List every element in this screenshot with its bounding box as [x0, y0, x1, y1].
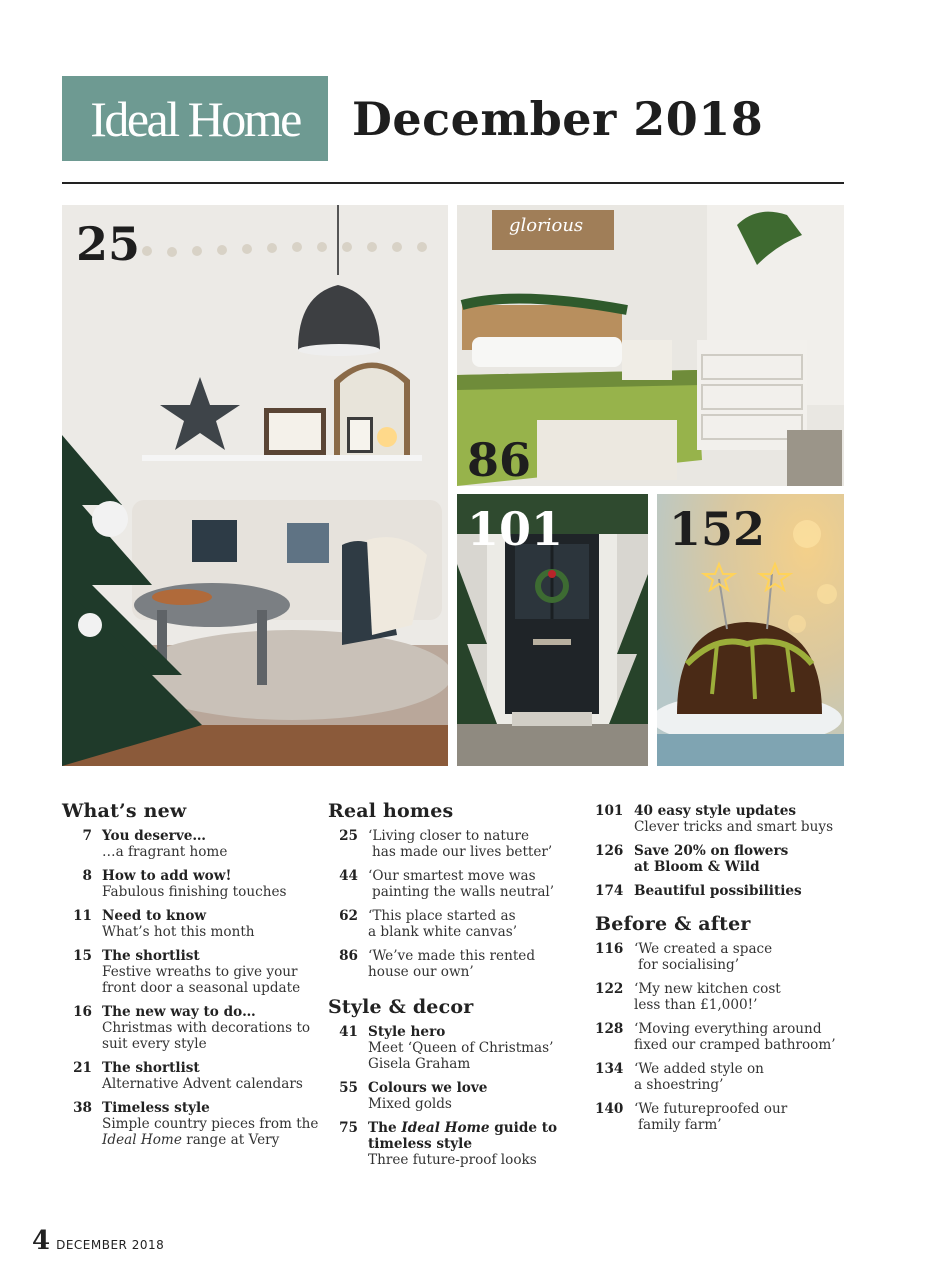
page-number: 128: [595, 1021, 624, 1037]
page-number: 134: [595, 1061, 624, 1077]
contents-entry[interactable]: 41 Style hero Meet ‘Queen of Christmas’ Gisela Graham: [328, 1024, 588, 1072]
contents-entry[interactable]: 101 40 easy style updates Clever tricks and smart buys: [595, 803, 834, 835]
before-after-heading: Before & after: [595, 913, 751, 935]
page-number: 116: [595, 941, 624, 957]
entry-title: Timeless style: [102, 1100, 210, 1116]
contents-entry[interactable]: [62, 828, 322, 860]
folio-date: DECEMBER 2018: [56, 1238, 165, 1252]
entry-description: Alternative Advent calendars: [102, 1076, 303, 1092]
entry-description: Fabulous finishing touches: [102, 884, 287, 900]
entry-title: The shortlist: [102, 1060, 200, 1076]
contents-entry[interactable]: [62, 868, 322, 900]
contents-entry[interactable]: 62 ‘This place started as a blank white canvas’: [328, 908, 588, 940]
contents-entry[interactable]: 140 ‘We futureproofed our family farm’: [595, 1101, 788, 1133]
logo-text: Ideal Home: [90, 90, 300, 147]
front-door-photo[interactable]: [457, 494, 648, 766]
real-homes-heading: Real homes: [328, 800, 454, 822]
contents-entry[interactable]: 75 The Ideal Home guide to timeless style Three future-proof looks: [328, 1120, 588, 1168]
page-number: 174: [595, 883, 624, 899]
page-number-86: 86: [467, 433, 532, 486]
page-number: 140: [595, 1101, 624, 1117]
contents-entry[interactable]: 134 ‘We added style on a shoestring’: [595, 1061, 764, 1093]
page-number: 122: [595, 981, 624, 997]
bedroom-photo[interactable]: [457, 205, 844, 486]
entry-title: You deserve…: [102, 828, 206, 844]
entry-description: Christmas with decorations to suit every style: [102, 1020, 311, 1052]
contents-entry[interactable]: 44 ‘Our smartest move was painting the walls neutral’: [328, 868, 588, 900]
page-number: 86: [339, 948, 358, 964]
entry-description: Festive wreaths to give your front door a seasonal update: [102, 964, 301, 996]
contents-entry[interactable]: [62, 1100, 322, 1148]
contents-entry[interactable]: [62, 908, 322, 940]
contents-entry[interactable]: 25 ‘Living closer to nature has made our lives better’: [328, 828, 588, 860]
features-section: [595, 803, 845, 1141]
whats-new-section: [62, 800, 322, 1156]
contents-entry[interactable]: 126 Save 20% on flowers at Bloom & Wild: [595, 843, 789, 875]
page-number: 11: [73, 908, 92, 924]
page-number-25: 25: [76, 217, 141, 271]
issue-title: December 2018: [352, 92, 764, 146]
page-number: 21: [73, 1060, 92, 1076]
page-number: 7: [82, 828, 92, 844]
entry-title: The new way to do…: [102, 1004, 256, 1020]
contents-entry[interactable]: [62, 1060, 322, 1092]
contents-entry[interactable]: [62, 948, 322, 996]
entry-description: Simple country pieces from the Ideal Home range at Very: [102, 1116, 319, 1148]
contents-entry[interactable]: [62, 1004, 322, 1052]
entry-description: …a fragrant home: [102, 844, 228, 860]
page-number: 25: [339, 828, 358, 844]
page-number: 126: [595, 843, 624, 859]
whats-new-heading: What’s new: [62, 800, 187, 822]
entry-title: How to add wow!: [102, 868, 232, 884]
page-number: 41: [339, 1024, 358, 1040]
entry-title: The shortlist: [102, 948, 200, 964]
page-number: 62: [339, 908, 358, 924]
page-number: 38: [73, 1100, 92, 1116]
page-number-152: 152: [669, 502, 766, 556]
page-footer: [32, 1226, 164, 1256]
real-homes-section: [328, 800, 588, 1176]
page-number: 8: [82, 868, 92, 884]
contents-entry[interactable]: 55 Colours we love Mixed golds: [328, 1080, 588, 1112]
page-number: 55: [339, 1080, 358, 1096]
contents-entry[interactable]: 128 ‘Moving everything around fixed our cramped bathroom’: [595, 1021, 836, 1053]
entry-description: What’s hot this month: [102, 924, 255, 940]
header-divider: [62, 182, 844, 184]
glorious-sign: glorious: [509, 215, 584, 236]
contents-entry[interactable]: 116 ‘We created a space for socialising’: [595, 941, 773, 973]
page-number: 75: [339, 1120, 358, 1136]
style-decor-heading: Style & decor: [328, 996, 474, 1018]
christmas-pudding-photo[interactable]: [657, 494, 844, 766]
page-number: 44: [339, 868, 358, 884]
living-room-photo[interactable]: [62, 205, 448, 766]
contents-entry[interactable]: 174 Beautiful possibilities: [595, 883, 802, 899]
page-number: 15: [73, 948, 92, 964]
contents-entry[interactable]: 122 ‘My new kitchen cost less than £1,000!’: [595, 981, 781, 1013]
page-number: 101: [595, 803, 624, 819]
entry-title: Need to know: [102, 908, 207, 924]
contents-entry[interactable]: 86 ‘We’ve made this rented house our own’: [328, 948, 588, 980]
page-number-101: 101: [467, 502, 564, 556]
page-number: 16: [73, 1004, 92, 1020]
ideal-home-logo: [62, 76, 328, 161]
folio-number: 4: [32, 1226, 51, 1256]
